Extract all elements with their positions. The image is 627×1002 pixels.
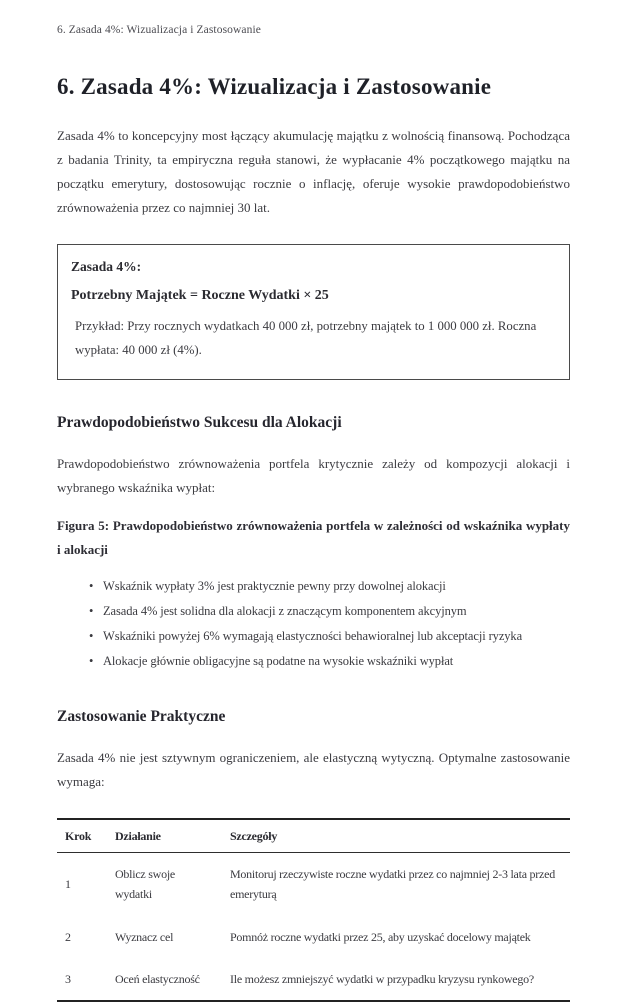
section-heading-practical: Zastosowanie Praktyczne xyxy=(57,707,226,725)
cell-details: Pomnóż roczne wydatki przez 25, aby uzyskać docelowy majątek xyxy=(230,929,531,944)
table-row xyxy=(57,916,570,958)
cell-action: Wyznacz cel xyxy=(115,929,174,944)
list-item: • Alokacje głównie obligacyjne są podatne na wysokie wskaźniki wypłat xyxy=(103,649,570,674)
list-item: • Wskaźnik wypłaty 3% jest praktycznie pewny przy dowolnej alokacji xyxy=(103,574,570,599)
cell-details: Monitoruj rzeczywiste roczne wydatki przez co najmniej 2-3 lata przed emeryturą xyxy=(230,866,555,902)
callout-heading: Zasada 4%: xyxy=(71,259,142,275)
column-header-szczegoly: Szczegóły xyxy=(222,819,570,853)
rule-callout-box xyxy=(57,244,570,379)
page-title: 6. Zasada 4%: Wizualizacja i Zastosowanie xyxy=(57,74,492,99)
list-item: • Zasada 4% jest solidna dla alokacji z znaczącym komponentem akcyjnym xyxy=(103,599,570,624)
cell-step-number: 1 xyxy=(65,877,71,891)
column-header-dzialanie: Działanie xyxy=(107,819,222,853)
intro-paragraph: Zasada 4% to koncepcyjny most łączący akumulację majątku z wolnością finansową. Pochodząca z badania Trinity, ta empiryczna reguła stanowi, że wypłacanie 4% początkowego majątku na początku emerytury, dostosowując rocznie o inflację, oferuje wysokie prawdopodobieństwo zrównoważenia przez co najmniej 30 lat. xyxy=(57,128,570,216)
table-header-row xyxy=(57,819,570,853)
cell-step-number: 2 xyxy=(65,929,71,944)
page-header-breadcrumb: 6. Zasada 4%: Wizualizacja i Zastosowanie xyxy=(57,24,261,36)
callout-formula: Potrzebny Majątek = Roczne Wydatki × 25 xyxy=(71,288,329,304)
cell-details: Ile możesz zmniejszyć wydatki w przypadku kryzysu rynkowego? xyxy=(230,971,534,986)
cell-action: Oceń elastyczność xyxy=(115,971,200,986)
table-row xyxy=(57,958,570,1001)
allocation-bullet-list xyxy=(57,574,570,674)
list-item: • Wskaźniki powyżej 6% wymagają elastyczności behawioralnej lub akceptacji ryzyka xyxy=(103,624,570,649)
column-header-krok: Krok xyxy=(57,819,107,853)
practical-paragraph: Zasada 4% nie jest sztywnym ograniczeniem, ale elastyczną wytyczną. Optymalne zastosowanie wymaga: xyxy=(57,749,570,789)
table-row xyxy=(57,852,570,915)
cell-step-number: 3 xyxy=(65,971,71,986)
figure-caption: Figura 5: Prawdopodobieństwo zrównoważenia portfela w zależności od wskaźnika wypłaty i alokacji xyxy=(57,517,570,557)
section-heading-allocation: Prawdopodobieństwo Sukcesu dla Alokacji xyxy=(57,413,342,431)
callout-example: Przykład: Przy rocznych wydatkach 40 000 zł, potrzebny majątek to 1 000 000 zł. Roczna wypłata: 40 000 zł (4%). xyxy=(75,319,537,357)
allocation-paragraph: Prawdopodobieństwo zrównoważenia portfela krytycznie zależy od kompozycji alokacji i wybranego wskaźnika wypłat: xyxy=(57,455,570,495)
steps-table xyxy=(57,818,570,1002)
cell-action: Oblicz swoje wydatki xyxy=(115,866,175,902)
